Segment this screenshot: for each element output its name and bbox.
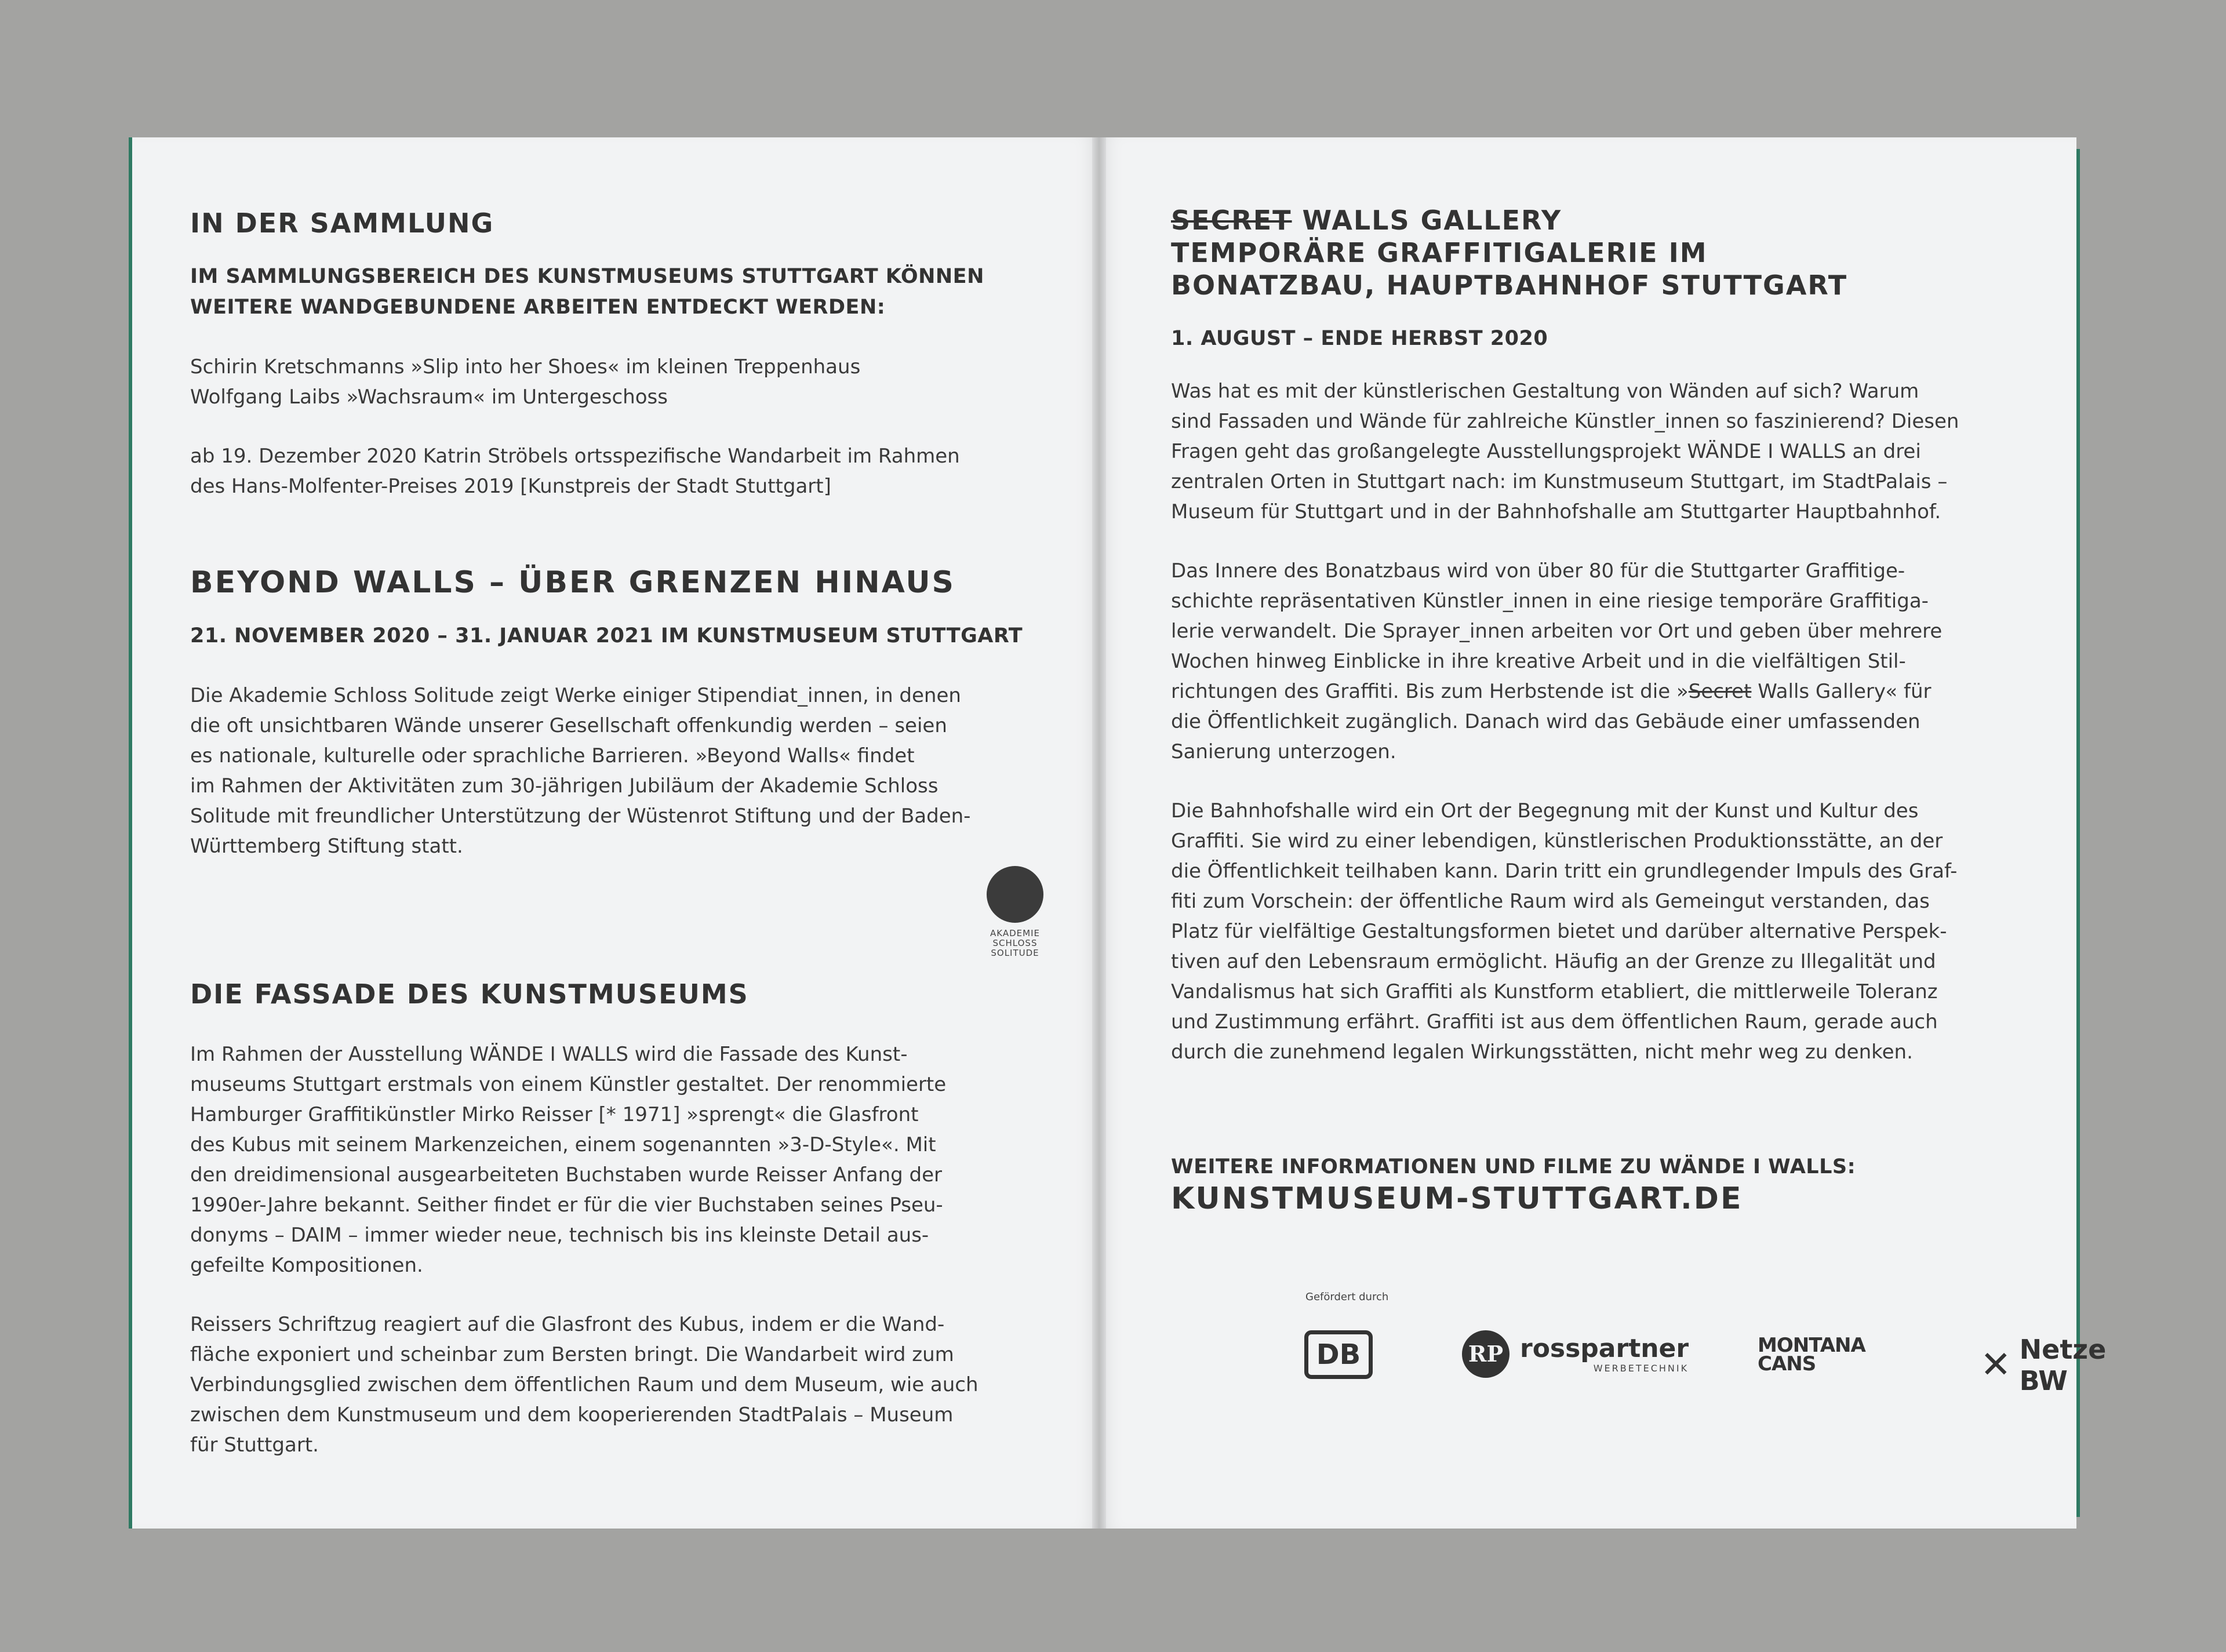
paragraph-line: sind Fassaden und Wände für zahlreiche Künstler_innen so faszinierend? Diesen xyxy=(1171,410,1959,433)
title-text: WALLS GALLERY xyxy=(1292,205,1562,236)
info-line: WEITERE INFORMATIONEN UND FILME ZU WÄNDE I WALLS: xyxy=(1171,1155,1856,1178)
date-line: 1. AUGUST – ENDE HERBST 2020 xyxy=(1171,327,1548,350)
netze-name: Netze BW xyxy=(2019,1334,2107,1396)
section-title: TEMPORÄRE GRAFFITIGALERIE IM xyxy=(1171,237,1708,268)
paragraph-line: die oft unsichtbaren Wände unserer Gesellschaft offenkundig werden – seien xyxy=(190,714,947,737)
section-subtitle: WEITERE WANDGEBUNDENE ARBEITEN ENTDECKT WERDEN: xyxy=(190,296,886,319)
rosspartner-sub: WERBETECHNIK xyxy=(1593,1362,1689,1374)
montana-line: CANS xyxy=(1758,1352,1816,1376)
paragraph-line: museums Stuttgart erstmals von einem Künstler gestaltet. Der renommierte xyxy=(190,1073,947,1096)
paragraph-line: Württemberg Stiftung statt. xyxy=(190,835,463,858)
rosspartner-name: rosspartner xyxy=(1520,1333,1689,1363)
section-fassade xyxy=(190,978,1071,1460)
sponsor-logos xyxy=(1304,1326,2151,1396)
solitude-circle-icon xyxy=(987,866,1043,923)
logo-text: SOLITUDE xyxy=(991,948,1039,958)
paragraph-line: zentralen Orten in Stuttgart nach: im Kunstmuseum Stuttgart, im StadtPalais – xyxy=(1171,470,1948,493)
paragraph-line: schichte repräsentativen Künstler_innen in eine riesige temporäre Graffitiga- xyxy=(1171,590,1929,613)
paragraph-line: Platz für vielfältige Gestaltungsformen bietet und darüber alternative Perspek- xyxy=(1171,920,1947,943)
paragraph-line: es nationale, kulturelle oder sprachliche Barrieren. »Beyond Walls« findet xyxy=(190,744,915,767)
section-in-der-sammlung xyxy=(190,207,1060,501)
sponsor-label: Gefördert durch xyxy=(1305,1291,1389,1303)
paragraph-line: durch die zunehmend legalen Wirkungsstätten, nicht mehr weg zu denken. xyxy=(1171,1040,1913,1064)
text-span: Walls Gallery« für xyxy=(1751,680,1932,703)
spine-fold xyxy=(1092,137,1106,1529)
paragraph-line: Museum für Stuttgart und in der Bahnhofshalle am Stuttgarter Hauptbahnhof. xyxy=(1171,500,1941,523)
paragraph-line: gefeilte Kompositionen. xyxy=(190,1254,423,1277)
struck-word: SECRET xyxy=(1171,205,1292,236)
right-page xyxy=(1099,137,2076,1529)
section-title: BEYOND WALLS – ÜBER GRENZEN HINAUS xyxy=(190,565,955,600)
paragraph-line: Fragen geht das großangelegte Ausstellungsprojekt WÄNDE I WALLS an drei xyxy=(1171,440,1921,463)
paragraph-line: donyms – DAIM – immer wieder neue, technisch bis ins kleinste Detail aus- xyxy=(190,1224,929,1247)
paragraph-line: Was hat es mit der künstlerischen Gestaltung von Wänden auf sich? Warum xyxy=(1171,380,1919,403)
date-line: 21. NOVEMBER 2020 – 31. JANUAR 2021 IM KUNSTMUSEUM STUTTGART xyxy=(190,624,1023,647)
paragraph-line: des Hans-Molfenter-Preises 2019 [Kunstpreis der Stadt Stuttgart] xyxy=(190,475,831,498)
paragraph-line: den dreidimensional ausgearbeiteten Buchstaben wurde Reisser Anfang der xyxy=(190,1163,942,1187)
paragraph-line: für Stuttgart. xyxy=(190,1433,319,1457)
section-beyond-walls xyxy=(190,566,1071,861)
paragraph-line: im Rahmen der Aktivitäten zum 30-jährigen Jubiläum der Akademie Schloss xyxy=(190,774,939,798)
paragraph-line: lerie verwandelt. Die Sprayer_innen arbeiten vor Ort und geben über mehrere xyxy=(1171,620,1943,643)
paragraph-line: Vandalismus hat sich Graffiti als Kunstform etabliert, die mittlerweile Toleranz xyxy=(1171,980,1938,1003)
paragraph-line: ab 19. Dezember 2020 Katrin Ströbels ortsspezifische Wandarbeit im Rahmen xyxy=(190,445,960,468)
paragraph-line: fläche exponiert und scheinbar zum Bersten bringt. Die Wandarbeit wird zum xyxy=(190,1343,954,1366)
paragraph-line: Die Bahnhofshalle wird ein Ort der Begegnung mit der Kunst und Kultur des xyxy=(1171,799,1919,823)
section-title: DIE FASSADE DES KUNSTMUSEUMS xyxy=(190,978,749,1010)
logo-text: SCHLOSS xyxy=(992,938,1038,948)
paragraph-line: Solitude mit freundlicher Unterstützung der Wüstenrot Stiftung und der Baden- xyxy=(190,805,971,828)
montana-line: MONTANA xyxy=(1758,1334,1865,1357)
paragraph-line: Das Innere des Bonatzbaus wird von über 80 für die Stuttgarter Graffitige- xyxy=(1171,559,1905,583)
paragraph-line: tiven auf den Lebensraum ermöglicht. Häufig an der Grenze zu Illegalität und xyxy=(1171,950,1936,973)
paragraph-line: fiti zum Vorschein: der öffentliche Raum wird als Gemeingut verstanden, das xyxy=(1171,890,1930,913)
paragraph-line: Sanierung unterzogen. xyxy=(1171,740,1396,763)
left-page xyxy=(132,137,1099,1529)
text-span: richtungen des Graffiti. Bis zum Herbstende ist die » xyxy=(1171,680,1689,703)
paragraph-line: Schirin Kretschmanns »Slip into her Shoes« im kleinen Treppenhaus xyxy=(190,355,861,379)
paragraph-line: Die Akademie Schloss Solitude zeigt Werke einiger Stipendiat_innen, in denen xyxy=(190,684,961,707)
rp-mark-icon: RP xyxy=(1462,1330,1510,1378)
paragraph-line: Verbindungsglied zwischen dem öffentlichen Raum und dem Museum, wie auch xyxy=(190,1373,979,1396)
section-secret-walls-gallery xyxy=(1171,204,2052,1067)
brochure-spread xyxy=(132,137,2107,1529)
db-logo: DB xyxy=(1304,1330,1373,1379)
paragraph-line: zwischen dem Kunstmuseum und dem kooperierenden StadtPalais – Museum xyxy=(190,1403,954,1427)
rosspartner-logo xyxy=(1462,1330,1689,1378)
paragraph-line: Im Rahmen der Ausstellung WÄNDE I WALLS wird die Fassade des Kunst- xyxy=(190,1043,908,1066)
montana-cans-logo xyxy=(1758,1334,1865,1376)
paragraph-line: Reissers Schriftzug reagiert auf die Glasfront des Kubus, indem er die Wand- xyxy=(190,1313,945,1336)
netze-bw-logo xyxy=(1980,1334,2151,1396)
more-info xyxy=(1171,1152,2052,1215)
struck-word: Secret xyxy=(1688,680,1752,703)
paragraph-line: die Öffentlichkeit zugänglich. Danach wird das Gebäude einer umfassenden xyxy=(1171,710,1921,733)
section-title: IN DER SAMMLUNG xyxy=(190,208,494,239)
paragraph-line: Graffiti. Sie wird zu einer lebendigen, künstlerischen Produktionsstätte, an der xyxy=(1171,829,1943,853)
paragraph-line: Hamburger Graffitikünstler Mirko Reisser [* 1971] »sprengt« die Glasfront xyxy=(190,1103,919,1126)
paragraph-line: 1990er-Jahre bekannt. Seither findet er für die vier Buchstaben seines Pseu- xyxy=(190,1193,943,1217)
logo-text: AKADEMIE xyxy=(990,928,1040,938)
website-url[interactable]: KUNSTMUSEUM-STUTTGART.DE xyxy=(1171,1181,1743,1216)
paragraph-line xyxy=(1171,676,2052,707)
paragraph-line: des Kubus mit seinem Markenzeichen, einem sogenannten »3-D-Style«. Mit xyxy=(190,1133,936,1156)
paragraph-line: und Zustimmung erfährt. Graffiti ist aus dem öffentlichen Raum, gerade auch xyxy=(1171,1010,1938,1034)
akademie-schloss-solitude-logo xyxy=(983,866,1047,958)
section-title: BONATZBAU, HAUPTBAHNHOF STUTTGART xyxy=(1171,270,1848,301)
netze-mark-icon: ✕ xyxy=(1980,1344,2012,1387)
paragraph-line: Wochen hinweg Einblicke in ihre kreative Arbeit und in die vielfältigen Stil- xyxy=(1171,650,1906,673)
section-subtitle: IM SAMMLUNGSBEREICH DES KUNSTMUSEUMS STUTTGART KÖNNEN xyxy=(190,265,984,288)
section-title xyxy=(1171,204,2052,236)
paragraph-line: die Öffentlichkeit teilhaben kann. Darin tritt ein grundlegender Impuls des Graf- xyxy=(1171,860,1958,883)
paragraph-line: Wolfgang Laibs »Wachsraum« im Untergeschoss xyxy=(190,385,668,409)
